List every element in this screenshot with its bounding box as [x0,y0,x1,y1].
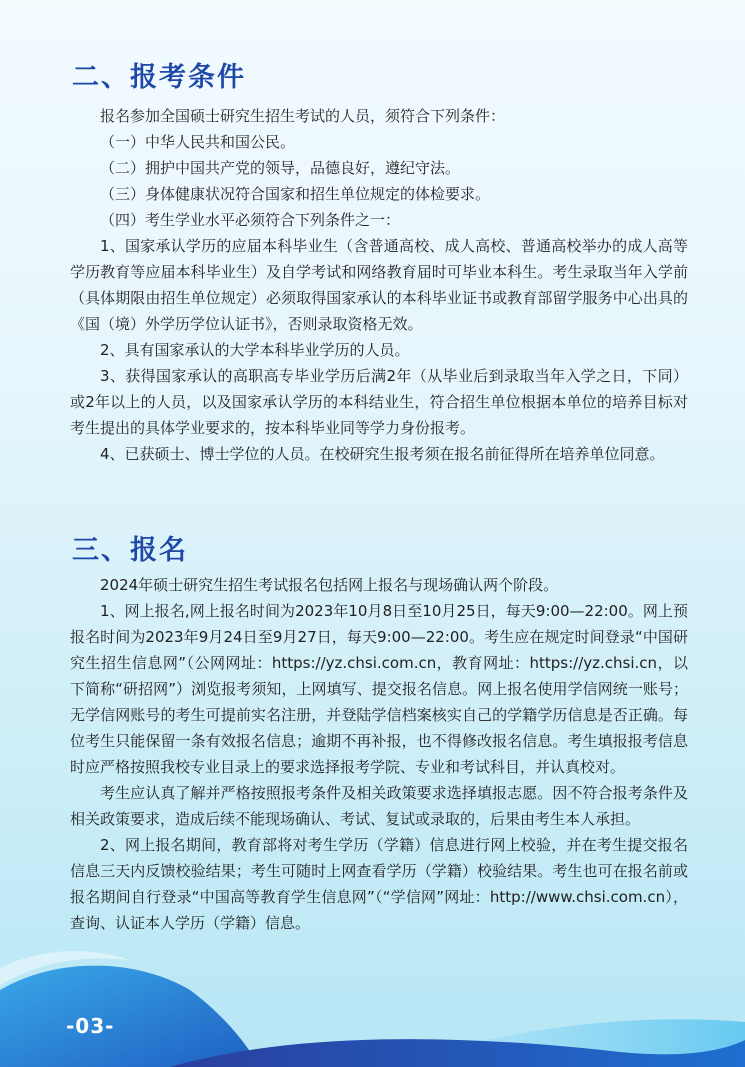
paragraph: 4、已获硕士、博士学位的人员。在校研究生报考须在报名前征得所在培养单位同意。 [100,445,665,463]
paragraph: 考生应认真了解并严格按照报考条件及相关政策要求选择填报志愿。因不符合报考条件及相关政策要求，造成后续不能现场确认、考试、复试或录取的，后果由考生本人承担。 [70,784,688,828]
section-title-registration: 三、报名 [72,535,188,566]
section-body-registration [70,572,688,936]
paragraph: （二）拥护中国共产党的领导，品德良好，遵纪守法。 [100,159,461,177]
paragraph: 1、网上报名,网上报名时间为2023年10月8日至10月25日，每天9:00—22:00。网上预报名时间为2023年9月24日至9月27日，每天9:00—22:00。考生应在规定时间登录“中国研究生招生信息网”（公网网址：https://yz.chsi.com.cn，教育网址：https://yz.chsi.cn，以下简称“研招网”）浏览报考须知，上网填写、提交报名信息。网上报名使用学信网统一账号；无学信网账号的考生可提前实名注册，并登陆学信档案核实自己的学籍学历信息是否正确。每位考生只能保留一条有效报名信息；逾期不再补报，也不得修改报名信息。考生填报报考信息时应严格按照我校专业目录上的要求选择报考学院、专业和考试科目，并认真校对。 [70,602,688,776]
paragraph: 1、国家承认学历的应届本科毕业生（含普通高校、成人高校、普通高校举办的成人高等学历教育等应届本科毕业生）及自学考试和网络教育届时可毕业本科生。考生录取当年入学前（具体期限由招生单位规定）必须取得国家承认的本科毕业证书或教育部留学服务中心出具的《国（境）外学历学位认证书》，否则录取资格无效。 [70,237,688,333]
paragraph: 3、获得国家承认的高职高专毕业学历后满2年（从毕业后到录取当年入学之日，下同）或2年以上的人员，以及国家承认学历的本科结业生，符合招生单位根据本单位的培养目标对考生提出的具体学业要求的，按本科毕业同等学力身份报考。 [70,367,688,437]
paragraph: 2024年硕士研究生招生考试报名包括网上报名与现场确认两个阶段。 [100,576,559,594]
paragraph: 2、网上报名期间，教育部将对考生学历（学籍）信息进行网上校验，并在考生提交报名信息三天内反馈校验结果；考生可随时上网查看学历（学籍）校验结果。考生也可在报名前或报名期间自行登录“中国高等教育学生信息网”（“学信网”网址：http://www.chsi.com.cn），查询、认证本人学历（学籍）信息。 [70,836,688,932]
paragraph: （三）身体健康状况符合国家和招生单位规定的体检要求。 [100,185,491,203]
paragraph: （四）考生学业水平必须符合下列条件之一： [100,211,401,229]
section-body-registration-requirements [70,103,688,467]
paragraph: （一）中华人民共和国公民。 [100,133,296,151]
paragraph: 报名参加全国硕士研究生招生考试的人员，须符合下列条件： [100,107,506,125]
paragraph: 2、具有国家承认的大学本科毕业学历的人员。 [100,341,410,359]
page-number: -03- [66,1014,115,1038]
section-title-registration-requirements: 二、报考条件 [72,62,246,93]
